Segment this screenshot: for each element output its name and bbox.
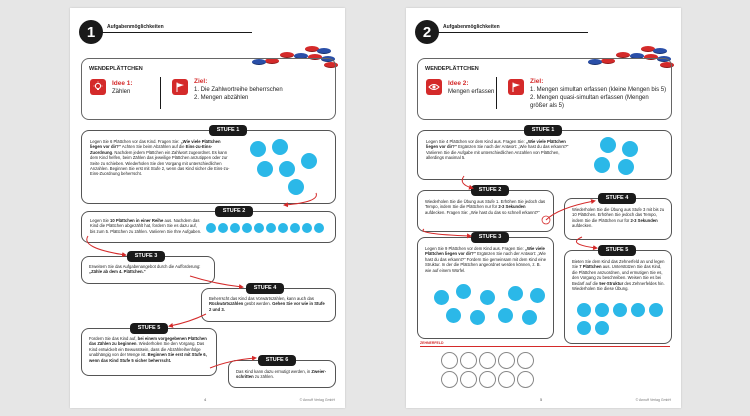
box-title: WENDEPLÄTTCHEN [425,66,479,72]
zehnerfeld-label: ZEHNERFELD [420,341,447,345]
idea-label: Idee 1: [112,80,133,87]
stage-text: Bieten Sie dem Kind das Zehnerfeld an und legen Sie 7 Plättchen aus. Unterstützen Sie das Kind, die Plättchen anzuordnen, und ermutigen Sie es, den Vorgang zu beschreiben. Weisen Sie es bei Bedarf auf die 5er-Struktur des Zehnerfeldes hin. Wiederholen Sie diese Übung. [572,259,665,291]
zehnerfeld-cell [479,352,496,369]
copyright: © Annuff Verlag GmbH [299,398,335,402]
zehnerfeld-cell [498,352,515,369]
worksheet-page-1 [70,8,345,408]
zehnerfeld-cell [517,352,534,369]
stage-label-5: STUFE 5 [130,323,168,334]
page-number: 5 [540,397,543,402]
stage-text: Legen Sie 9 Plättchen vor dem Kind aus. Fragen Sie: „Wie viele Plättchen liegen vor dir?“ Ergänzen Sie nach der Antwort: „Wie hast du das erkannt?“ Fordern Sie gemeinsam mit dem Kind eine Struktur. In der die Plättchen angeordnet werden können, z. B. wie auf einem Würfel. [425,246,547,273]
page-badge: 2 [415,20,439,44]
header-title: Aufgabenmöglichkeiten [107,24,164,30]
stage-label-2: STUFE 2 [215,206,253,217]
idea-label: Idee 2: [448,80,469,87]
flow-arrows [406,8,681,408]
zehnerfeld-cell [441,352,458,369]
stage-text: Fordern Sie das Kind auf, bei einem vorgegebenen Plättchen das Zählen zu beginnen. Wiederholen Sie den Vorgang. Das Kind entwickelt ein Bewusstsein, dass die Abzählreihenfolge unabhängig von der Menge ist. Beginnen Sie erst mit Stufe 6, wenn das Kind Stufe 5 sicher beherrscht. [89,336,207,363]
goal-text: 1. Mengen simultan erfassen (kleine Mengen bis 5) 2. Mengen quasi-simultan erfassen (Mengen größer als 5) [530,87,667,109]
box-title: WENDEPLÄTTCHEN [89,66,143,72]
zehnerfeld-cell [498,371,515,388]
stage-label-5: STUFE 5 [598,245,636,256]
goal-label: Ziel: [530,78,544,85]
page-number: 4 [204,397,207,402]
zehnerfeld-cell [460,371,477,388]
stage-text: Wiederholen Sie die Übung aus Stufe 3 mit bis zu 10 Plättchen. Erhöhen Sie jedoch das Tempo, indem Sie die Plättchen nur für 2-3 Sekunden aufdecken. [572,207,665,229]
stage-label-6: STUFE 6 [258,355,296,366]
zehnerfeld-cell [517,371,534,388]
idea-text: Mengen erfassen [448,89,495,95]
stage-text: Legen Sie 4 Plättchen vor dem Kind aus. Fragen Sie: „Wie viele Plättchen liegen vor dir?“ Ergänzen Sie nach der Antwort: „Wie hast du das erkannt?“ Variieren Sie die Aufgabe mit unterschiedlichen Anzahlen von Plättchen, allerdings maximal 5. [426,139,569,161]
stage-text: Das Kind kann dazu ermutigt werden, in Zweier-schritten zu zählen. [236,369,327,380]
stage-text: Legen Sie 6 Plättchen vor das Kind. Fragen Sie: „Wie viele Plättchen liegen vor dir?“ Achten Sie beim Abzählen auf die Eins-zu-Eins-Zuordnung. Nachdem jedem Plättchen ein Zahlwort zugeordnet. Es kann dem Kind helfen, beim Zählen das jeweilige Plättchen anzutippen oder zur Seite zu schieben. Wiederholen Sie den Vorgang mit unterschiedlichen Anzahlen. Beginnen Sie erst mit Stufe 2, wenn das Kind sicher die Eins-zu-Eins-Zuordnung beherrscht. [90,139,230,177]
worksheet-page-2 [406,8,681,408]
zehnerfeld-cell [479,371,496,388]
stage-label-2: STUFE 2 [471,185,509,196]
stage-text: Wiederholen Sie die Übung aus Stufe 1. Erhöhen Sie jedoch das Tempo, indem Sie die Plättchen nur für 2-3 Sekunden aufdecken. Fragen Sie: „Wie hast du das so schnell erkannt?“ [425,199,546,215]
goal-label: Ziel: [194,78,208,85]
stage-label-1: STUFE 1 [209,125,247,136]
zehnerfeld-cell [460,352,477,369]
stage-label-4: STUFE 4 [598,193,636,204]
goal-text: 1. Die Zahlwortreihe beherrschen 2. Mengen abzählen [194,87,283,101]
stage-text: Legen Sie 10 Plättchen in einer Reihe aus. Nachdem das Kind die Plättchen abgezählt hat, fordern Sie es dazu auf, bis zum 5. Plättchen zu zählen. Variieren Sie Ihre Aufgaben. [90,218,202,234]
stage-label-3: STUFE 3 [127,251,165,262]
stage-text: Beherrscht das Kind das Vorwärtszählen, kann auch das Rückwärtszählen geübt werden. Gehen Sie vor wie in Stufe 2 und 3. [209,296,325,312]
flow-arrows [70,8,345,408]
stage-label-1: STUFE 1 [524,125,562,136]
header-title: Aufgabenmöglichkeiten [443,24,500,30]
stage-text: Erweitern Sie das Aufgabenangebot durch die Aufforderung: „Zähle ab dem 4. Plättchen.“ [89,264,201,275]
zehnerfeld-rule [420,346,670,347]
copyright: © Annuff Verlag GmbH [635,398,671,402]
stage-label-3: STUFE 3 [471,232,509,243]
stage-label-4: STUFE 4 [246,283,284,294]
idea-text: Zählen [112,89,131,95]
page-badge: 1 [79,20,103,44]
zehnerfeld-cell [441,371,458,388]
